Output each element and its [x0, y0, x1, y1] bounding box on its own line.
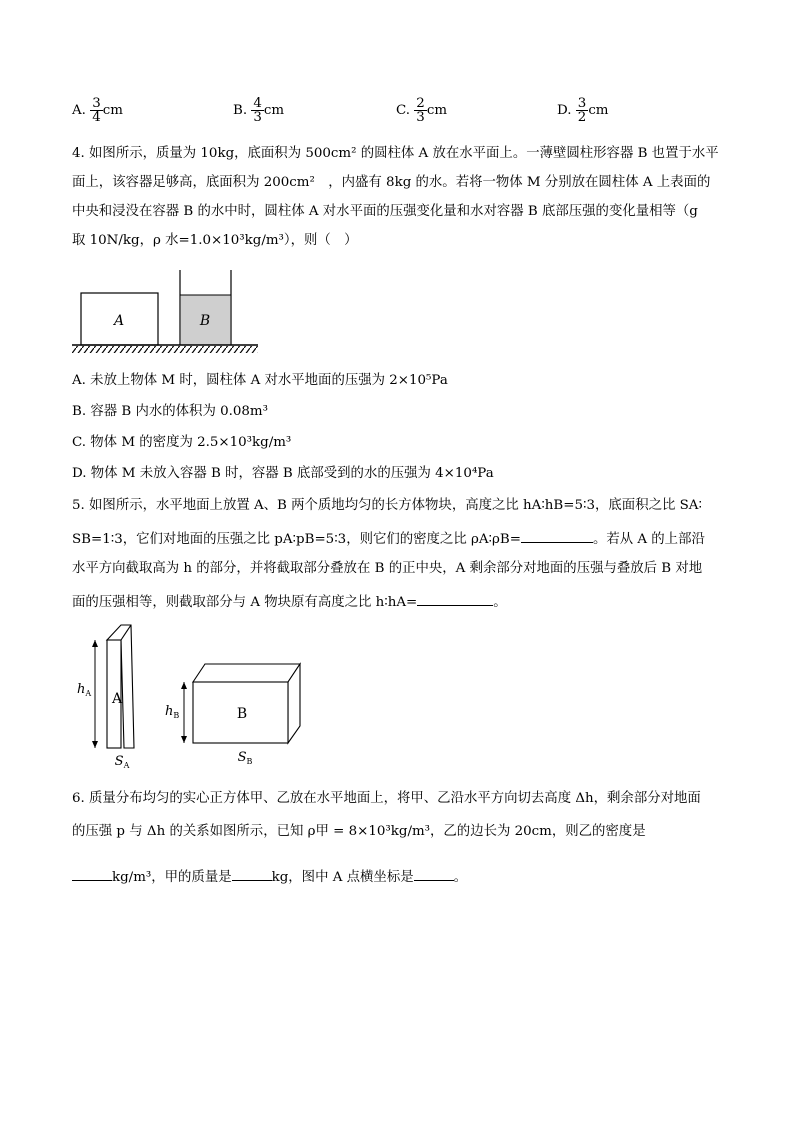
q5-line-2: SB=1∶3，它们对地面的压强之比 pA∶pB=5∶3，则它们的密度之比 ρA∶ρB= 。若从 A 的上部沿 — [72, 528, 705, 549]
answer-blank[interactable] — [72, 866, 112, 881]
fraction: $\frac{2}{3}$ — [416, 96, 425, 125]
q6-line-1: 6. 质量分布均匀的实心正方体甲、乙放在水平地面上，将甲、乙沿水平方向切去高度 Δh，剩余部分对地面 — [72, 791, 701, 806]
q5-line-3: 水平方向截取高为 h 的部分，并将截取部分叠放在 B 的正中央，A 剩余部分对地面的压强与叠放后 B 对地 — [72, 561, 703, 576]
ha-label: $h_A$ — [77, 682, 92, 698]
cylinder-a-label: A — [113, 313, 125, 329]
q4-option-c: C. 物体 M 的密度为 2.5×10³kg/m³ — [72, 435, 292, 450]
fraction: $\frac{3}{2}$ — [577, 96, 587, 125]
q4-option-d: D. 物体 M 未放入容器 B 时，容器 B 底部受到的水的压强为 4×10⁴Pa — [72, 466, 494, 481]
answer-blank[interactable] — [232, 866, 272, 881]
sa-label: $S_A$ — [114, 754, 130, 770]
q4-line-3: 中央和浸没在容器 B 的水中时，圆柱体 A 对水平面的压强变化量和水对容器 B 底部压强的变化量相等（g — [72, 204, 698, 219]
answer-blank[interactable] — [521, 528, 593, 543]
q4-figure — [70, 268, 262, 356]
q4-line-4: 取 10N/kg，ρ 水=1.0×10³kg/m³），则（ ） — [72, 233, 358, 248]
q4-line-2: 面上，该容器足够高，底面积为 200cm² ，内盛有 8kg 的水。若将一物体 M 分别放在圆柱体 A 上表面的 — [72, 175, 711, 190]
q6-line-2: 的压强 p 与 Δh 的关系如图所示，已知 ρ甲 = 8×10³kg/m³，乙的边长为 20cm，则乙的密度是 — [72, 824, 646, 839]
ground-hatch — [72, 346, 258, 353]
hb-label: $h_B$ — [165, 704, 180, 720]
fraction: $\frac{4}{3}$ — [253, 96, 262, 125]
q5-figure — [70, 620, 310, 772]
q5-line-1: 5. 如图所示，水平地面上放置 A、B 两个质地均匀的长方体物块，高度之比 hA∶hB=5∶3，底面积之比 SA∶ — [72, 498, 702, 513]
block-a-label: A — [111, 691, 123, 707]
q4-line-1: 4. 如图所示，质量为 10kg，底面积为 500cm² 的圆柱体 A 放在水平面上。一薄壁圆柱形容器 B 也置于水平 — [72, 146, 719, 161]
q4-option-b: B. 容器 B 内水的体积为 0.08m³ — [72, 404, 268, 419]
q3-option-d: D. $\frac{3}{2}$ cm — [557, 96, 609, 125]
q3-option-a: A. $\frac{3}{4}$ cm — [72, 96, 123, 125]
fraction: $\frac{3}{4}$ — [92, 96, 101, 125]
sb-label: $S_B$ — [237, 750, 253, 766]
answer-blank[interactable] — [414, 866, 454, 881]
q4-option-a: A. 未放上物体 M 时，圆柱体 A 对水平地面的压强为 2×10⁵Pa — [72, 373, 448, 388]
answer-blank[interactable] — [417, 591, 493, 606]
q6-line-3: kg/m³，甲的质量是 kg，图中 A 点横坐标是 。 — [72, 866, 467, 887]
container-b-label: B — [199, 313, 211, 329]
q3-option-b: B. $\frac{4}{3}$ cm — [233, 96, 285, 125]
q3-option-c: C. $\frac{2}{3}$ cm — [396, 96, 448, 125]
block-b-label: B — [236, 706, 248, 722]
q5-line-4: 面的压强相等，则截取部分与 A 物块原有高度之比 h∶hA= 。 — [72, 591, 507, 612]
